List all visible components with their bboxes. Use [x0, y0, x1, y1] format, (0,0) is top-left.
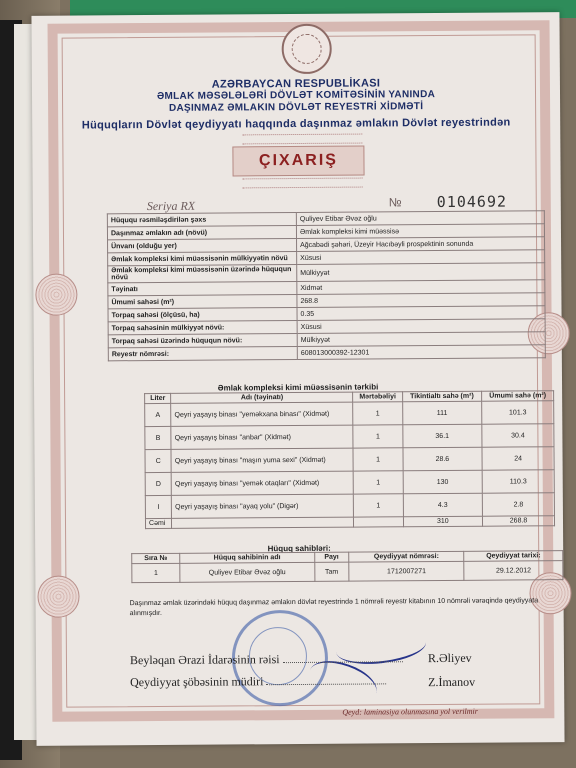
total-area-cell: 24 [482, 447, 554, 471]
info-label: Reyestr nömrəsi: [108, 347, 297, 361]
info-value: Mülkiyyət [297, 263, 545, 282]
info-value: Mülkiyyət [297, 332, 545, 347]
table-row [145, 493, 554, 519]
info-label: Daşınmaz əmlakın adı (növü) [107, 226, 296, 240]
floors-cell: 1 [353, 448, 402, 471]
table-row [108, 345, 545, 361]
owners-header: Qeydiyyat tarixi: [464, 551, 563, 562]
info-label: Əmlak kompleksi kimi müəssisənin mülkiyyətin növü [108, 252, 297, 266]
total-area-cell: 110.3 [482, 470, 554, 494]
info-value: Xüsusi [297, 250, 545, 265]
total-row [145, 516, 554, 529]
liter-cell: D [145, 472, 171, 495]
serial-label: Seriya RX [146, 198, 196, 214]
signature2-name: Z.İmanov [428, 674, 476, 690]
composition-header: Tikintialtı sahə (m²) [402, 391, 482, 402]
ornament-divider [243, 178, 363, 189]
registration-note: Daşınmaz əmlak üzərindəki hüquq daşınmaz əmlakın dövlət reyestrində 1 nömrəli reyestr kitabının 10 nömrəli vərəqində qeydiyyata alınmışdır. [129, 597, 539, 618]
liter-cell: B [145, 426, 171, 449]
document-title: ÇIXARIŞ [232, 146, 364, 177]
composition-header: Ümumi sahə (m²) [482, 391, 554, 402]
info-label: Əmlak kompleksi kimi müəssisənin üzərində hüququn növü [108, 265, 297, 283]
building-name-cell: Qeyri yaşayış binası "maşın yuma sexi" (Xidmət) [171, 448, 353, 472]
composition-header: Mərtəbəliyi [353, 392, 402, 402]
floors-cell: 1 [353, 425, 402, 448]
table-cell [172, 517, 354, 528]
property-info-table [107, 210, 546, 361]
signature1-role: Beyləqan Ərazi İdarəsinin rəisi [130, 651, 403, 668]
info-label: Torpaq sahəsi (ölçüsü, ha) [108, 308, 297, 322]
total-built-area: 310 [403, 516, 483, 527]
owner-reg-date: 29.12.2012 [464, 561, 563, 581]
built-area-cell: 28.6 [403, 447, 483, 471]
built-area-cell: 111 [402, 401, 482, 425]
ornament-divider [242, 134, 362, 145]
coat-of-arms-emblem [282, 24, 332, 74]
total-area-cell: 30.4 [482, 424, 554, 448]
info-value: Əmlak kompleksi kimi müəssisə [296, 224, 544, 239]
building-name-cell: Qeyri yaşayış binası "yeməkxana binası" (Xidmət) [171, 402, 353, 426]
owners-header: Sıra № [132, 553, 180, 563]
built-area-cell: 4.3 [403, 493, 483, 517]
table-row [145, 424, 554, 450]
owner-share: Tam [314, 562, 348, 581]
info-value: Ağcabədi şəhəri, Üzeyir Hacıbəyli prospektinin sonunda [297, 237, 545, 252]
composition-title: Əmlak kompleksi kimi müəssisənin tərkibi [217, 382, 379, 393]
table-cell [354, 517, 403, 527]
header-line1: AZƏRBAYCAN RESPUBLİKASI [211, 77, 381, 91]
owners-table [131, 550, 563, 583]
liter-cell: A [145, 403, 171, 426]
table-row [145, 401, 554, 427]
built-area-cell: 36.1 [402, 424, 482, 448]
total-area-cell: 101.3 [482, 401, 554, 425]
info-label: Ünvanı (olduğu yer) [108, 239, 297, 253]
building-name-cell: Qeyri yaşayış binası "anbar" (Xidmət) [171, 425, 353, 449]
header-line2: ƏMLAK MƏSƏLƏLƏRİ DÖVLƏT KOMİTƏSİNİN YANINDA [156, 89, 436, 102]
info-value: Quliyev Etibar Əvəz oğlu [296, 211, 544, 226]
floors-cell: 1 [353, 402, 402, 425]
table-row [132, 561, 563, 583]
info-value: 268.8 [297, 293, 545, 308]
building-name-cell: Qeyri yaşayış binası "yemək otaqları" (Xidmət) [171, 471, 353, 495]
signature2-role: Qeydiyyat şöbəsinin müdiri [130, 673, 386, 690]
floors-cell: 1 [354, 471, 403, 494]
header-line3: DAŞINMAZ ƏMLAKIN DÖVLƏT REYESTRİ XİDMƏTİ [168, 101, 424, 114]
info-value: Xidmət [297, 280, 545, 295]
owners-header: Hüquq sahibinin adı [180, 552, 315, 563]
floors-cell: 1 [354, 494, 403, 517]
info-label: Təyinatı [108, 282, 297, 296]
number-sign: № [388, 195, 402, 210]
certificate-sheet [31, 12, 564, 746]
table-row [145, 470, 554, 496]
signature1-name: R.Əliyev [427, 650, 472, 666]
rosette-ornament [35, 274, 77, 316]
info-label: Hüququ rəsmiləşdirilən şəxs [107, 213, 296, 227]
info-value: 608013000392-12301 [297, 345, 545, 360]
owners-title: Hüquq sahibləri: [267, 543, 331, 554]
liter-cell: C [145, 449, 171, 472]
header-line4: Hüquqların Dövlət qeydiyyatı haqqında daşınmaz əmlakın Dövlət reyestrindən [81, 116, 511, 132]
owner-number: 1 [132, 563, 180, 582]
rosette-ornament [37, 576, 79, 618]
building-name-cell: Qeyri yaşayış binası "ayaq yolu" (Digər) [172, 494, 354, 518]
document-number: 0104692 [436, 192, 508, 212]
owner-reg-number: 1712007271 [349, 561, 465, 581]
info-value: 0.35 [297, 306, 545, 321]
total-area: 268.8 [483, 516, 555, 527]
info-label: Torpaq sahəsinin mülkiyyət növü: [108, 321, 297, 335]
info-label: Ümumi sahəsi (m²) [108, 295, 297, 309]
table-row [145, 447, 554, 473]
composition-header: Adı (təyinatı) [171, 392, 353, 403]
footnote: Qeyd: laminasiya olunmasına yol verilmir [342, 706, 478, 717]
total-label: Cəmi [145, 518, 171, 528]
composition-header: Liter [145, 393, 171, 403]
total-area-cell: 2.8 [482, 493, 554, 517]
info-label: Torpaq sahəsi üzərində hüququn növü: [108, 334, 297, 348]
owner-name: Quliyev Etibar Əvəz oğlu [180, 562, 315, 582]
info-value: Xüsusi [297, 319, 545, 334]
owners-header: Qeydiyyat nömrəsi: [349, 551, 465, 562]
composition-table [144, 390, 555, 529]
owners-header: Payı [314, 552, 348, 562]
built-area-cell: 130 [403, 470, 483, 494]
liter-cell: I [145, 495, 171, 518]
